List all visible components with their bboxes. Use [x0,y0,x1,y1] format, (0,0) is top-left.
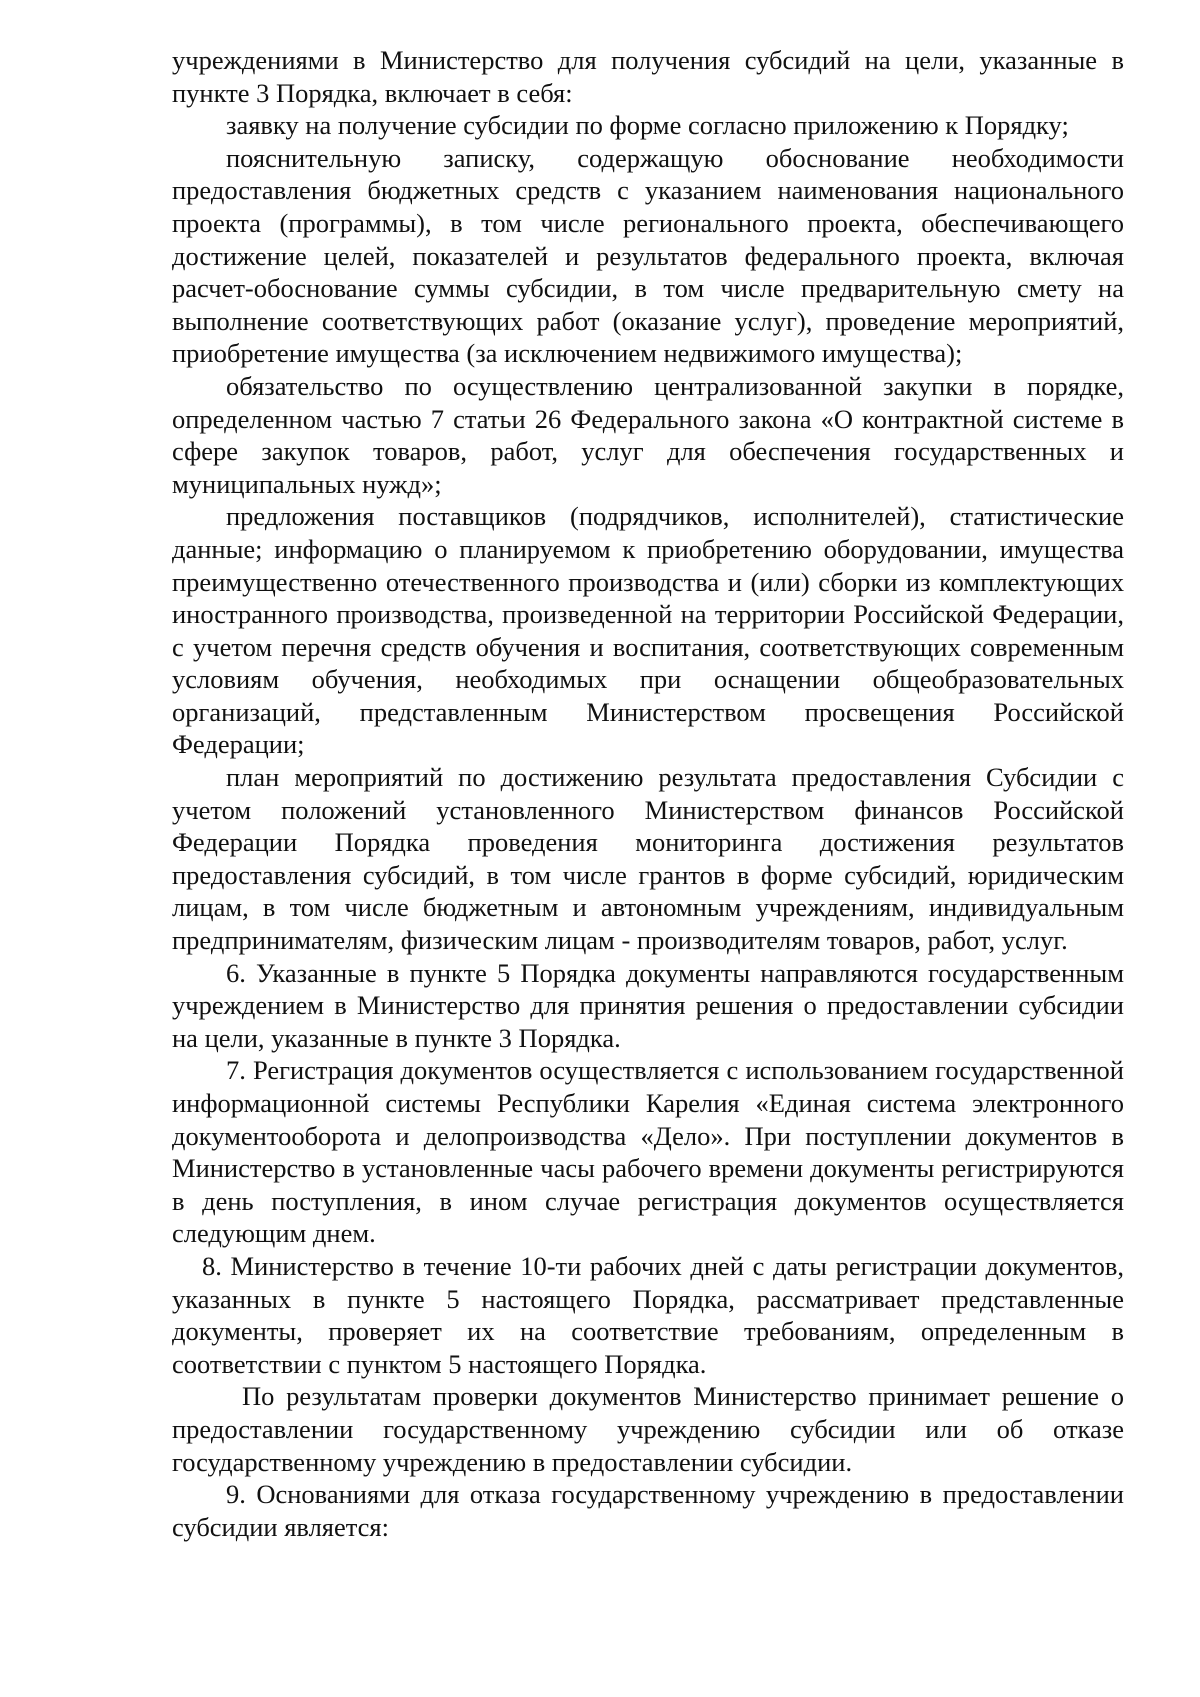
paragraph-application: заявку на получение субсидии по форме согласно приложению к Порядку; [226,110,1069,141]
paragraph-item-7: 7. Регистрация документов осуществляется с использованием государственной информационной системы Республики Карелия «Единая система электронного документооборота и делопроизводства «Дело». При поступлении документов в Министерство в установленные часы рабочего времени документы регистрируются в день поступления, в ином случае регистрация документов осуществляется следующим днем. [172,1055,1124,1249]
paragraph-item-9: 9. Основаниями для отказа государственному учреждению в предоставлении субсидии является: [172,1479,1124,1542]
paragraph-continuation: учреждениями в Министерство для получения субсидий на цели, указанные в пункте 3 Порядка, включает в себя: [172,45,1124,108]
paragraph-item-8: 8. Министерство в течение 10-ти рабочих дней с даты регистрации документов, указанных в пункте 5 настоящего Порядка, рассматривает представленные документы, проверяет их на соответствие требованиям, определенным в соответствии с пунктом 5 настоящего Порядка. [172,1250,1124,1379]
paragraph-supplier-proposals: предложения поставщиков (подрядчиков, исполнителей), статистические данные; информацию о планируемом к приобретению оборудовании, имущества преимущественно отечественного производства и (или) сборки из комплектующих иностранного производства, произведенной на территории Российской Федерации, с учетом перечня средств обучения и воспитания, соответствующих современным условиям обучения, необходимых при оснащении общеобразовательных организаций, представленным Министерством просвещения Российской Федерации; [172,501,1124,760]
paragraph-procurement-obligation: обязательство по осуществлению централизованной закупки в порядке, определенном частью 7 статьи 26 Федерального закона «О контрактной системе в сфере закупок товаров, работ, услуг для обеспечения государственных и муниципальных нужд»; [172,370,1124,499]
paragraph-item-6: 6. Указанные в пункте 5 Порядка документы направляются государственным учреждением в Министерство для принятия решения о предоставлении субсидии на цели, указанные в пункте 3 Порядка. [172,957,1124,1053]
paragraph-action-plan: план мероприятий по достижению результата предоставления Субсидии с учетом положений установленного Министерством финансов Российской Федерации Порядка проведения мониторинга достижения результатов предоставления субсидий, в том числе грантов в форме субсидий, юридическим лицам, в том числе бюджетным и автономным учреждениям, индивидуальным предпринимателям, физическим лицам - производителям товаров, работ, услуг. [172,762,1124,956]
document-body [172,44,1124,1543]
paragraph-explanatory-note: пояснительную записку, содержащую обоснование необходимости предоставления бюджетных средств с указанием наименования национального проекта (программы), в том числе регионального проекта, обеспечивающего достижение целей, показателей и результатов федерального проекта, включая расчет-обоснование суммы субсидии, в том числе предварительную смету на выполнение соответствующих работ (оказание услуг), проведение мероприятий, приобретение имущества (за исключением недвижимого имущества); [172,142,1124,369]
paragraph-review-results: По результатам проверки документов Министерство принимает решение о предоставлении государственному учреждению субсидии или об отказе государственному учреждению в предоставлении субсидии. [172,1381,1124,1477]
